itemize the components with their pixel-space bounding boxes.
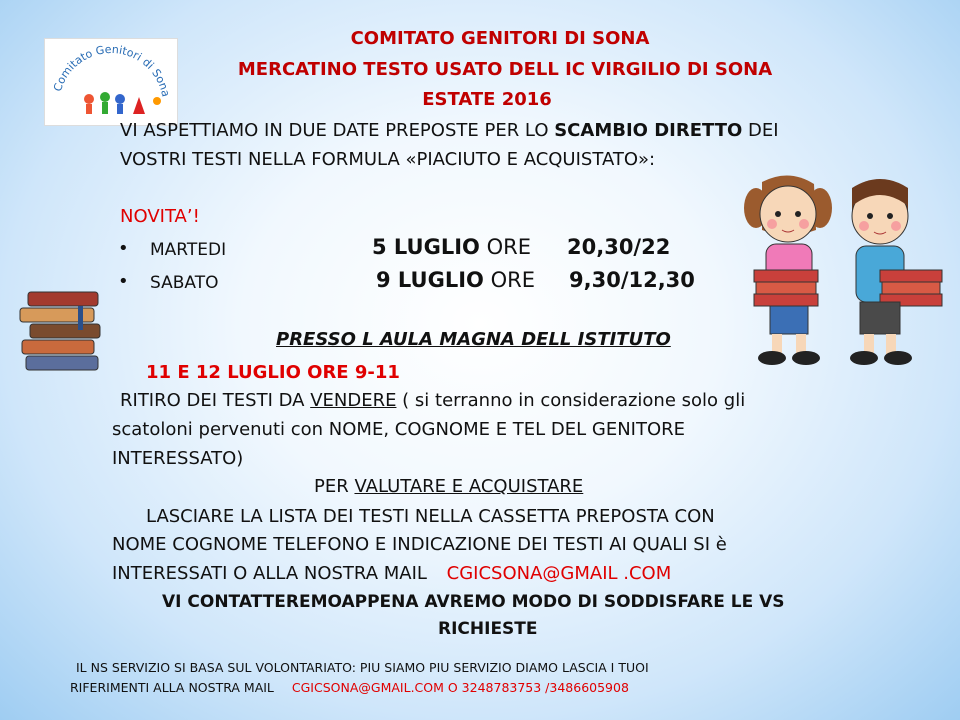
date-row-2-bullet: •	[118, 271, 129, 292]
intro-line-1	[120, 120, 779, 141]
date-row-2-day: SABATO	[150, 273, 219, 293]
date-row-1-day: MARTEDI	[150, 240, 227, 260]
novita-label: NOVITA’!	[120, 206, 200, 227]
header-line-1: COMITATO GENITORI DI SONA	[350, 28, 650, 49]
ritiro-line-3: INTERESSATO)	[112, 448, 244, 469]
header-line-2: MERCATINO TESTO USATO DELL IC VIRGILIO DI SONA	[237, 59, 773, 80]
date-2-date: 9 LUGLIO	[376, 268, 484, 292]
valutare-text: INTERESSATI O ALLA NOSTRA MAIL	[112, 563, 427, 584]
contact-line-2: RICHIESTE	[438, 619, 538, 639]
footer-line-2	[70, 680, 629, 695]
footer-contacts[interactable]: CGICSONA@GMAIL.COM O 3248783753 /3486605908	[291, 680, 629, 695]
books-stack-illustration	[12, 282, 112, 378]
logo-image	[45, 39, 177, 125]
date-row-1-bullet: •	[118, 238, 129, 259]
valutare-heading	[314, 476, 583, 497]
contact-line-1: VI CONTATTEREMOAPPENA AVREMO MODO DI SODDISFARE LE VS	[162, 592, 785, 612]
location-heading: PRESSO L AULA MAGNA DELL ISTITUTO	[276, 329, 671, 350]
date-1-ore: ORE	[479, 235, 531, 259]
ritiro-text-c: ( si terranno in considerazione solo gli	[396, 390, 746, 411]
intro-text-c: DEI	[742, 120, 779, 141]
valutare-line-2: NOME COGNOME TELEFONO E INDICAZIONE DEI TESTI AI QUALI SI è	[112, 534, 727, 555]
date-row-1-when	[372, 235, 531, 259]
valutare-per: PER	[314, 476, 355, 497]
ritiro-line-2: scatoloni pervenuti con NOME, COGNOME E TEL DEL GENITORE	[112, 419, 686, 440]
email-link[interactable]: CGICSONA@GMAIL .COM	[446, 563, 672, 584]
date-2-ore: ORE	[483, 268, 535, 292]
intro-line-2: VOSTRI TESTI NELLA FORMULA «PIACIUTO E ACQUISTATO»:	[120, 149, 656, 170]
intro-highlight: SCAMBIO DIRETTO	[554, 120, 743, 141]
intro-text-a: VI ASPETTIAMO IN DUE DATE PREPOSTE PER LO	[120, 120, 555, 141]
date-1-date: 5 LUGLIO	[372, 235, 480, 259]
date-row-2-time: 9,30/12,30	[569, 268, 695, 292]
footer-line-1: IL NS SERVIZIO SI BASA SUL VOLONTARIATO: PIU SIAMO PIU SERVIZIO DIAMO LASCIA I TUOI	[76, 660, 649, 675]
valutare-line-3	[112, 563, 671, 584]
valutare-line-1: LASCIARE LA LISTA DEI TESTI NELLA CASSETTA PREPOSTA CON	[146, 506, 715, 527]
logo-text: Comitato Genitori di Sona	[51, 42, 173, 98]
ritiro-line-1	[120, 390, 745, 411]
logo	[44, 38, 178, 126]
header-line-3: ESTATE 2016	[422, 89, 552, 110]
footer-text: RIFERIMENTI ALLA NOSTRA MAIL	[70, 680, 274, 695]
ritiro-text-a: RITIRO DEI TESTI DA	[120, 390, 311, 411]
date-row-2-when	[376, 268, 535, 292]
ritiro-dates: 11 E 12 LUGLIO ORE 9-11	[146, 362, 400, 383]
ritiro-vendere: VENDERE	[310, 390, 397, 411]
kids-with-books-illustration	[714, 170, 954, 370]
valutare-label: VALUTARE E ACQUISTARE	[354, 476, 584, 497]
date-row-1-time: 20,30/22	[567, 235, 671, 259]
